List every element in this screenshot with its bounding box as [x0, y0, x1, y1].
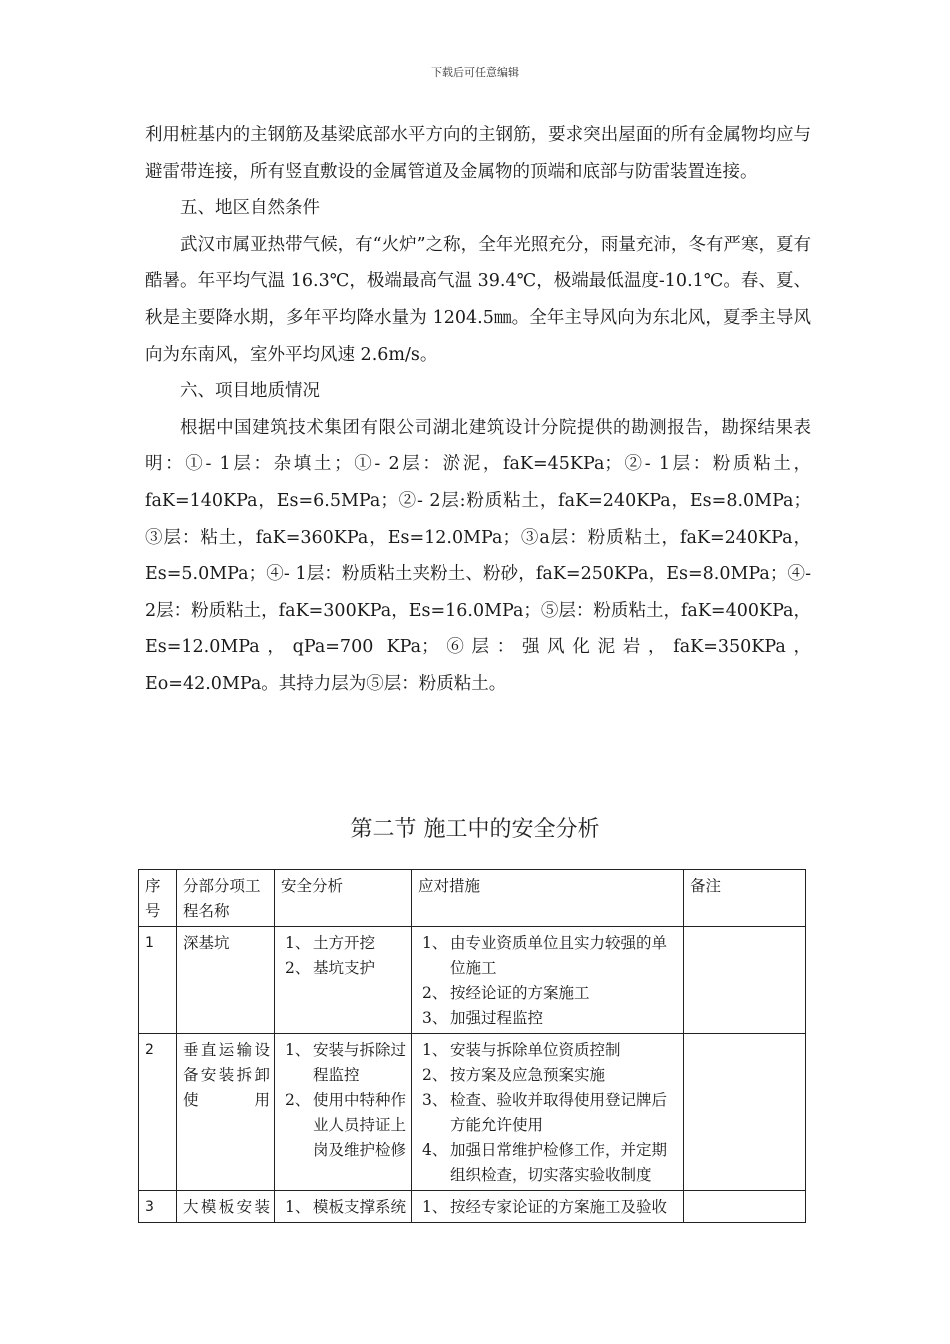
row-measures	[412, 1191, 684, 1223]
list-text: 由专业资质单位且实力较强的单位施工	[450, 934, 668, 977]
list-number: 3、	[422, 1091, 448, 1109]
safety-analysis-table	[138, 869, 806, 1223]
list-text: 使用中特种作业人员持证上岗及维护检修	[313, 1091, 407, 1159]
section-title: 第二节 施工中的安全分析	[350, 817, 600, 842]
header-remark: 备注	[684, 870, 806, 927]
row-remark	[684, 1034, 806, 1191]
list-item	[281, 1195, 407, 1220]
header-measures: 应对措施	[412, 870, 684, 927]
table-row	[139, 1191, 806, 1223]
row-no: 2	[139, 1034, 177, 1191]
list-text: 加强日常维护检修工作，并定期组织检查，切实落实验收制度	[450, 1141, 668, 1184]
row-analysis	[275, 1191, 412, 1223]
list-item	[281, 1038, 407, 1088]
page-header: 下载后可任意编辑	[431, 66, 519, 79]
list-number: 2、	[285, 1091, 311, 1109]
list-number: 1、	[422, 934, 448, 952]
paragraph-climate: 武汉市属亚热带气候，有“火炉”之称，全年光照充分，雨量充沛，冬有严寒，夏有酷暑。年平均气温 16.3℃，极端最高气温 39.4℃，极端最低温度-10.1℃。春、夏、秋是主要降水期，多年平均降水量为 1204.5㎜。全年主导风向为东北风，夏季主导风向为东南风，室外平均风速 2.6m/s。	[145, 234, 811, 365]
list-text: 按经专家论证的方案施工及验收	[450, 1198, 668, 1216]
list-text: 加强过程监控	[450, 1009, 544, 1027]
list-number: 1、	[285, 1198, 311, 1216]
row-measures	[412, 1034, 684, 1191]
list-text: 安装与拆除过程监控	[313, 1041, 407, 1084]
heading-natural-conditions: 五、地区自然条件	[180, 198, 320, 219]
list-text: 基坑支护	[313, 959, 376, 977]
list-number: 2、	[422, 984, 448, 1002]
header-name: 分部分项工程名称	[177, 870, 275, 927]
row-name: 垂直运输设备安装拆卸使用	[177, 1034, 275, 1191]
row-remark	[684, 927, 806, 1034]
paragraph-geology: 根据中国建筑技术集团有限公司湖北建筑设计分院提供的勘测报告，勘探结果表明：①- 1层：杂填土；①- 2层：淤泥，faK=45KPa；②- 1层：粉质粘土，faK=140KPa，Es=6.5MPa；②- 2层:粉质粘土，faK=240KPa，Es=8.0MPa；③层：粘土，faK=360KPa，Es=12.0MPa；③a层：粉质粘土，faK=240KPa，Es=5.0MPa；④- 1层：粉质粘土夹粉土、粉砂，faK=250KPa，Es=8.0MPa；④- 2层：粉质粘土，faK=300KPa，Es=16.0MPa；⑤层：粉质粘土，faK=400KPa，Es=12.0MPa，qPa=700 KPa；⑥层：强风化泥岩，faK=350KPa，Eo=42.0MPa。其持力层为⑤层：粉质粘土。	[145, 417, 811, 694]
list-item	[281, 931, 407, 956]
list-item	[418, 1088, 679, 1138]
list-item	[418, 1063, 679, 1088]
list-item	[281, 956, 407, 981]
body-text	[145, 117, 811, 703]
header-analysis: 安全分析	[275, 870, 412, 927]
table-header-row	[139, 870, 806, 927]
list-number: 3、	[422, 1009, 448, 1027]
list-number: 1、	[285, 1041, 311, 1059]
list-item	[281, 1088, 407, 1163]
heading-geology: 六、项目地质情况	[180, 381, 320, 402]
list-item	[418, 1006, 679, 1031]
row-name: 大模板安装	[177, 1191, 275, 1223]
row-analysis	[275, 1034, 412, 1191]
list-text: 检查、验收并取得使用登记牌后方能允许使用	[450, 1091, 668, 1134]
list-text: 模板支撑系统	[313, 1198, 407, 1216]
list-item	[418, 981, 679, 1006]
list-item	[418, 1195, 679, 1219]
list-number: 4、	[422, 1141, 448, 1159]
list-item	[418, 1138, 679, 1188]
list-number: 2、	[422, 1066, 448, 1084]
row-no: 3	[139, 1191, 177, 1223]
list-number: 2、	[285, 959, 311, 977]
table-row	[139, 927, 806, 1034]
list-text: 按经论证的方案施工	[450, 984, 590, 1002]
row-analysis	[275, 927, 412, 1034]
list-item	[418, 1038, 679, 1063]
list-number: 1、	[422, 1041, 448, 1059]
table-row	[139, 1034, 806, 1191]
row-measures	[412, 927, 684, 1034]
list-item	[418, 931, 679, 981]
list-number: 1、	[422, 1198, 448, 1216]
list-text: 按方案及应急预案实施	[450, 1066, 606, 1084]
list-number: 1、	[285, 934, 311, 952]
paragraph-lightning: 利用桩基内的主钢筋及基梁底部水平方向的主钢筋，要求突出屋面的所有金属物均应与避雷带连接，所有竖直敷设的金属管道及金属物的顶端和底部与防雷装置连接。	[145, 125, 811, 182]
row-name: 深基坑	[177, 927, 275, 1034]
list-text: 安装与拆除单位资质控制	[450, 1041, 621, 1059]
row-remark	[684, 1191, 806, 1223]
row-no: 1	[139, 927, 177, 1034]
header-no: 序号	[139, 870, 177, 927]
list-text: 土方开挖	[313, 934, 376, 952]
